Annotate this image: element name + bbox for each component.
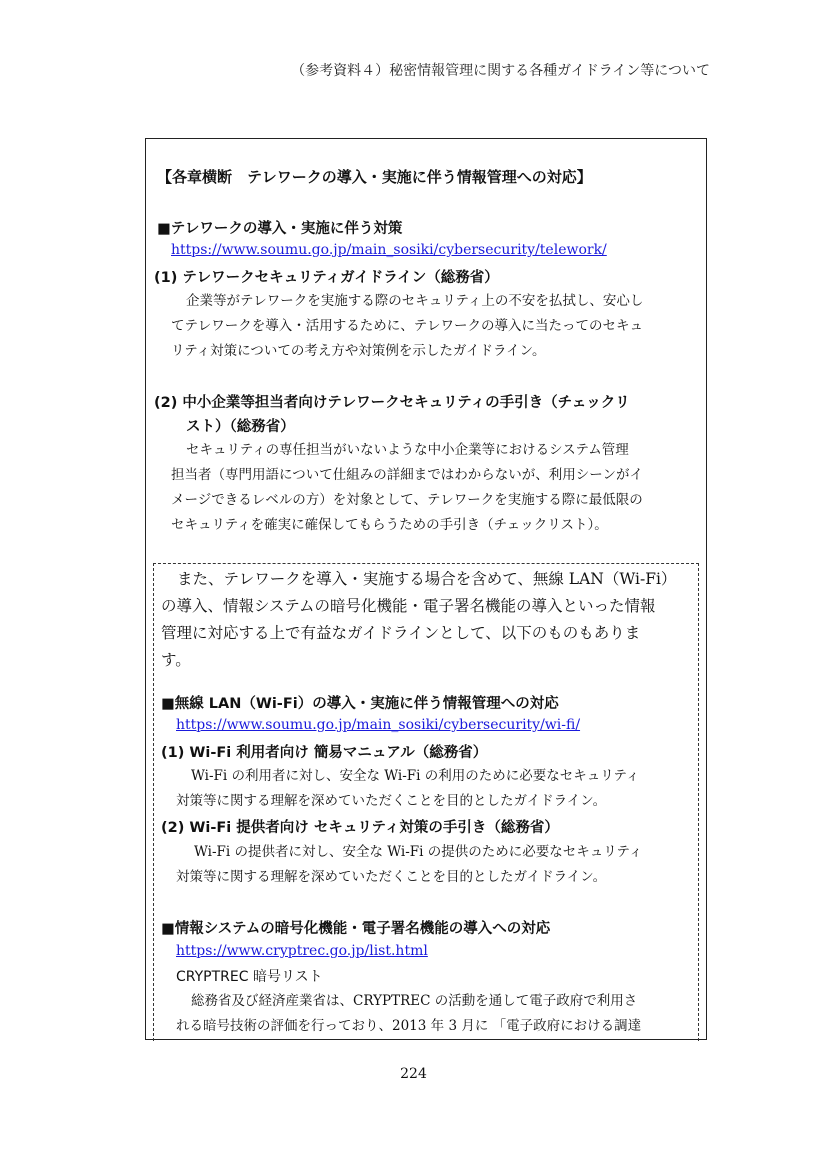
telework-guideline-title: (1) テレワークセキュリティガイドライン（総務省）: [154, 270, 499, 286]
telework-guideline-line-2: てテレワークを導入・活用するために、テレワークの導入に当たってのセキュ: [171, 318, 643, 334]
sme-handbook-title-line-1: (2) 中小企業等担当者向けテレワークセキュリティの手引き（チェックリ: [154, 395, 630, 411]
sme-handbook-line-2: 担当者（専門用語について仕組みの詳細まではわからないが、利用シーンがイ: [171, 467, 643, 483]
page-number: 224: [400, 1066, 427, 1082]
supplementary-intro-line-2: の導入、情報システムの暗号化機能・電子署名機能の導入といった情報: [161, 597, 656, 615]
wifi-url-link[interactable]: https://www.soumu.go.jp/main_sosiki/cybersecurity/wi-fi/: [176, 717, 581, 733]
wifi-user-manual-line-2: 対策等に関する理解を深めていただくことを目的としたガイドライン。: [176, 793, 607, 809]
box-title: 【各章横断 テレワークの導入・実施に伴う情報管理への対応】: [157, 168, 592, 186]
telework-guideline-line-3: リティ対策についての考え方や対策例を示したガイドライン。: [171, 343, 546, 359]
wifi-provider-handbook-line-2: 対策等に関する理解を深めていただくことを目的としたガイドライン。: [176, 869, 607, 885]
sme-handbook-title-line-2: スト）（総務省）: [186, 419, 295, 435]
cryptrec-line-2: れる暗号技術の評価を行っており、2013 年 3 月に 「電子政府における調達: [176, 1018, 642, 1034]
wifi-user-manual-title: (1) Wi-Fi 利用者向け 簡易マニュアル（総務省）: [161, 745, 488, 761]
telework-guideline-line-1: 企業等がテレワークを実施する際のセキュリティ上の不安を払拭し、安心し: [186, 293, 644, 309]
cryptrec-line-1: 総務省及び経済産業省は、CRYPTREC の活動を通して電子政府で利用さ: [191, 993, 638, 1009]
cryptrec-list-title: CRYPTREC 暗号リスト: [176, 969, 323, 985]
sme-handbook-line-3: メージできるレベルの方）を対象として、テレワークを実施する際に最低限の: [171, 492, 643, 508]
telework-url-link[interactable]: https://www.soumu.go.jp/main_sosiki/cybersecurity/telework/: [171, 242, 607, 258]
page-header: （参考資料４）秘密情報管理に関する各種ガイドライン等について: [291, 63, 710, 79]
sme-handbook-line-4: セキュリティを確実に確保してもらうための手引き（チェックリスト）。: [171, 517, 608, 533]
wifi-heading: ■無線 LAN（Wi-Fi）の導入・実施に伴う情報管理への対応: [161, 696, 559, 712]
telework-heading: ■テレワークの導入・実施に伴う対策: [157, 221, 403, 237]
wifi-user-manual-line-1: Wi-Fi の利用者に対し、安全な Wi-Fi の利用のために必要なセキュリティ: [191, 768, 640, 784]
wifi-provider-handbook-line-1: Wi-Fi の提供者に対し、安全な Wi-Fi の提供のために必要なセキュリティ: [194, 844, 643, 860]
sme-handbook-line-1: セキュリティの専任担当がいないような中小企業等におけるシステム管理: [186, 442, 629, 458]
wifi-provider-handbook-title: (2) Wi-Fi 提供者向け セキュリティ対策の手引き（総務省）: [161, 820, 559, 836]
crypto-heading: ■情報システムの暗号化機能・電子署名機能の導入への対応: [161, 921, 551, 937]
supplementary-intro-line-3: 管理に対応する上で有益なガイドラインとして、以下のものもありま: [161, 624, 641, 642]
supplementary-intro-line-4: す。: [161, 651, 191, 669]
supplementary-intro-line-1: また、テレワークを導入・実施する場合を含めて、無線 LAN（Wi-Fi）: [177, 570, 677, 588]
crypto-url-link[interactable]: https://www.cryptrec.go.jp/list.html: [176, 943, 428, 959]
